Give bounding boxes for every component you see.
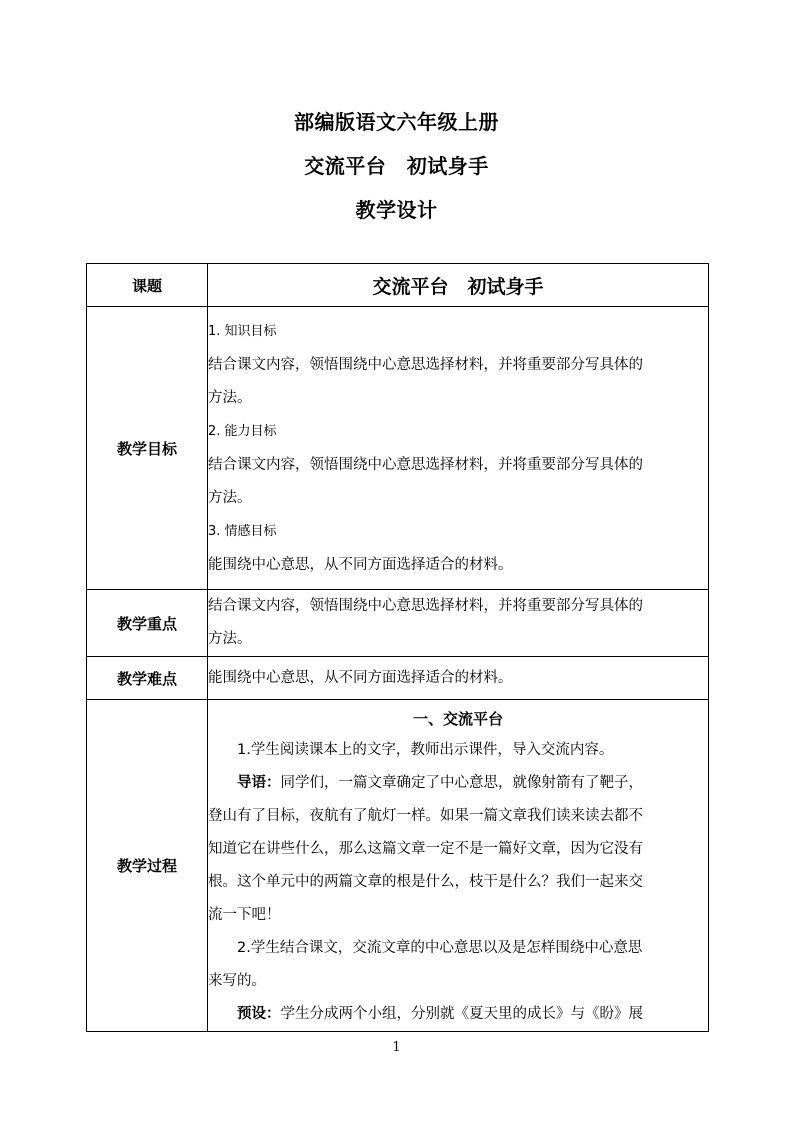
document-title-lesson: 交流平台 初试身手 [304, 154, 489, 178]
intro-label: 导语： [237, 775, 281, 791]
process-step2-line1: 2.学生结合课文，交流文章的中心意思以及是怎样围绕中心意思 [237, 940, 643, 956]
topic-label: 课题 [87, 264, 208, 307]
document-title-textbook: 部编版语文六年级上册 [294, 110, 499, 134]
difficulties-cell [208, 657, 709, 700]
process-intro-first-line [208, 767, 708, 800]
intro-line1: 同学们，一篇文章确定了中心意思，就像射箭有了靶子， [280, 775, 643, 791]
table-row-process [87, 700, 709, 1032]
knowledge-goal-text-b: 方法。 [208, 389, 252, 406]
process-section-title: 一、交流平台 [412, 710, 503, 728]
process-step2-line2: 来写的。 [208, 973, 266, 989]
table-row-difficulties [87, 657, 709, 700]
ability-goal-heading: 2. 能力目标 [208, 423, 277, 439]
intro-line2: 登山有了目标，夜航有了航灯一样。如果一篇文章我们读来读去都不 [208, 808, 643, 824]
process-preset [208, 998, 708, 1031]
knowledge-goal-heading: 1. 知识目标 [208, 323, 277, 339]
intro-line3: 知道它在讲些什么，那么这篇文章一定不是一篇好文章，因为它没有 [208, 841, 643, 857]
table-row-goals [87, 307, 709, 590]
process-label: 教学过程 [87, 700, 208, 1032]
page-number: 1 [392, 1040, 401, 1055]
key-points-cell [208, 590, 709, 657]
knowledge-goal-text-a: 结合课文内容，领悟围绕中心意思选择材料，并将重要部分写具体的 [208, 356, 643, 373]
table-row-key-points [87, 590, 709, 657]
lesson-plan-table [86, 263, 709, 1032]
preset-text: 学生分成两个小组，分别就《夏天里的成长》与《盼》展 [280, 1006, 643, 1022]
goals-label: 教学目标 [87, 307, 208, 590]
ability-goal-text-a: 结合课文内容，领悟围绕中心意思选择材料，并将重要部分写具体的 [208, 456, 643, 473]
goals-cell [208, 307, 709, 590]
key-points-text-b: 方法。 [208, 631, 252, 647]
emotion-goal-text: 能围绕中心意思，从不同方面选择适合的材料。 [208, 556, 513, 573]
difficulties-label: 教学难点 [87, 657, 208, 700]
document-title-type: 教学设计 [355, 198, 438, 222]
ability-goal-text-b: 方法。 [208, 489, 252, 506]
intro-line4: 根。这个单元中的两篇文章的根是什么，枝干是什么？我们一起来交 [208, 874, 643, 890]
difficulties-text: 能围绕中心意思，从不同方面选择适合的材料。 [208, 669, 513, 686]
process-cell [208, 700, 709, 1032]
preset-label: 预设： [237, 1006, 281, 1022]
topic-cell [208, 264, 709, 307]
process-step1: 1.学生阅读课本上的文字，教师出示课件，导入交流内容。 [237, 742, 614, 758]
key-points-label: 教学重点 [87, 590, 208, 657]
table-row-topic [87, 264, 709, 307]
intro-line5: 流一下吧！ [208, 907, 281, 923]
key-points-text-a: 结合课文内容，领悟围绕中心意思选择材料，并将重要部分写具体的 [208, 598, 643, 614]
document-title-block [0, 100, 793, 232]
topic-value: 交流平台 初试身手 [372, 275, 544, 298]
emotion-goal-heading: 3. 情感目标 [208, 523, 277, 539]
